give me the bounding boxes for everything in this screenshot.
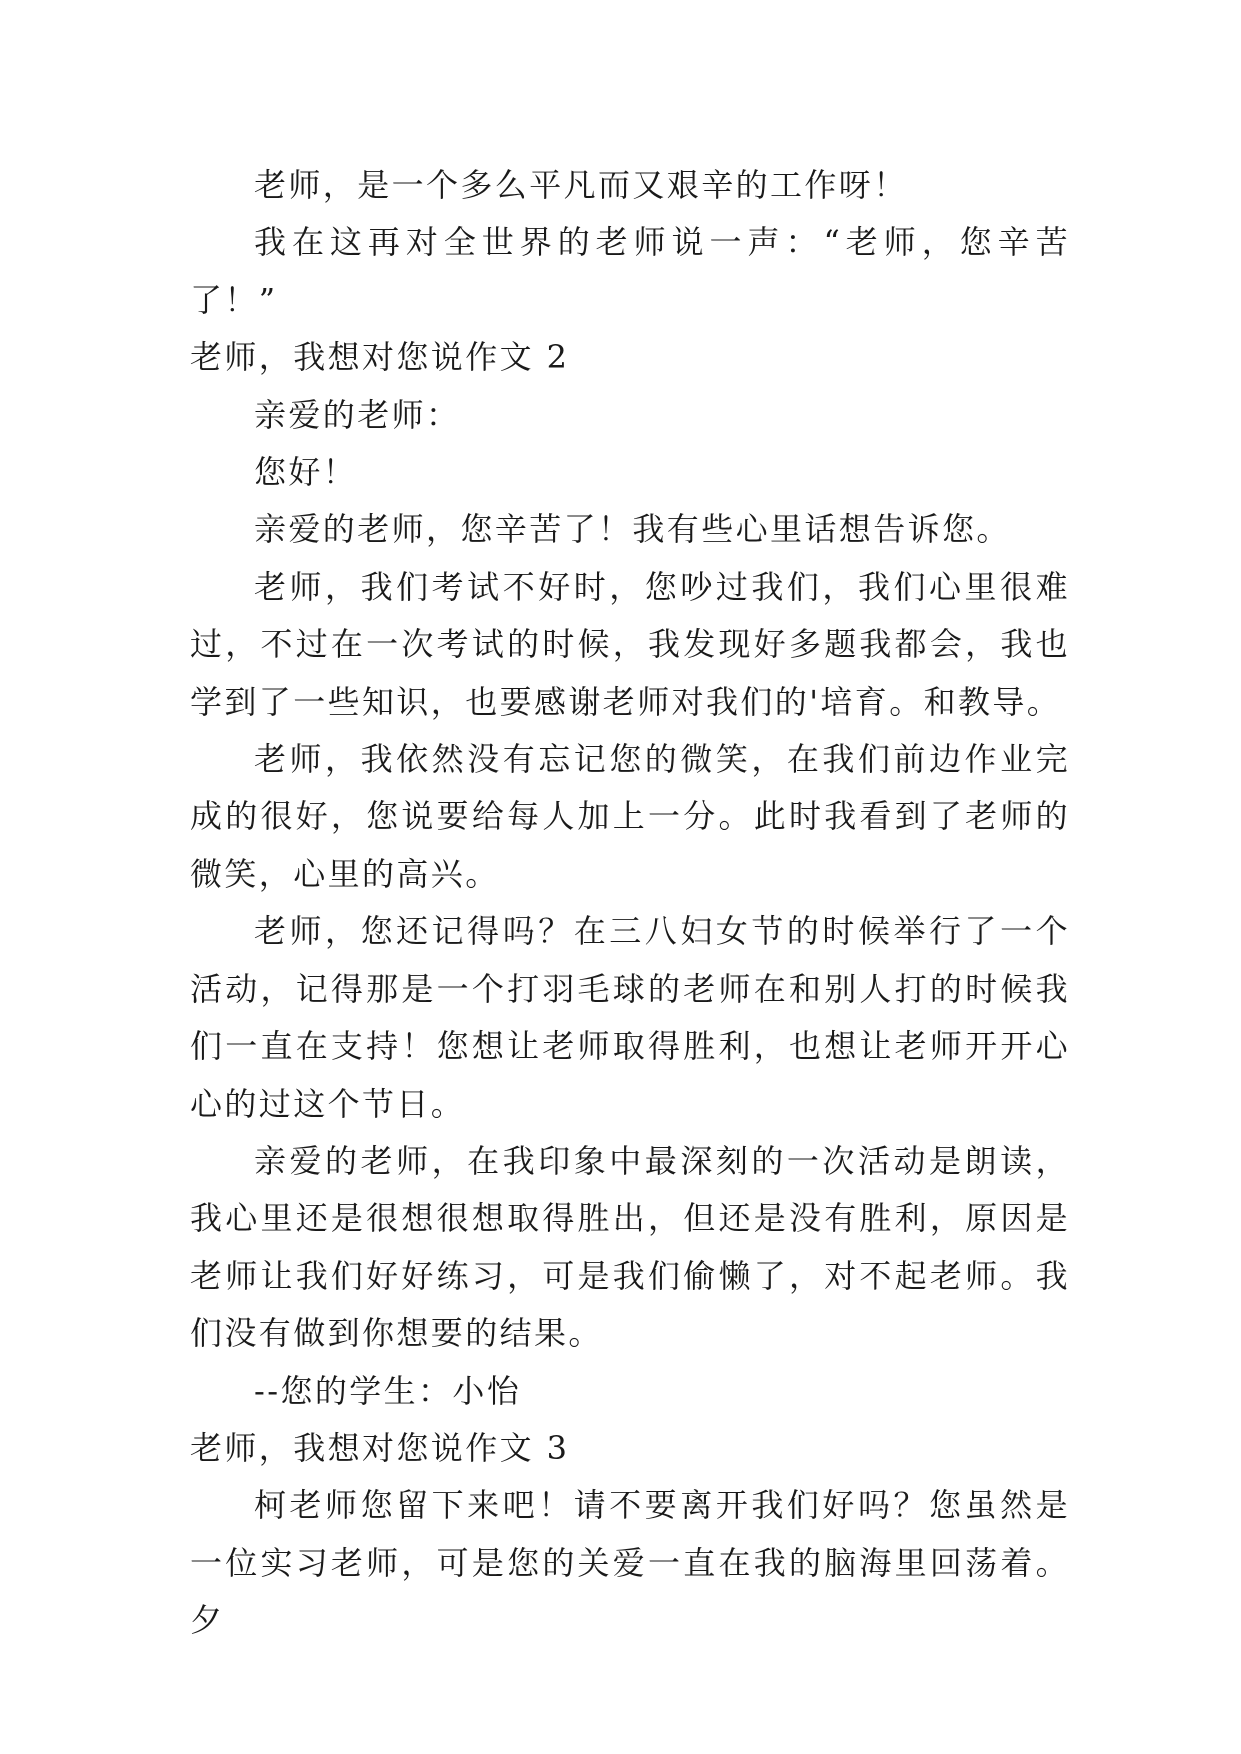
signature: --您的学生：小怡	[254, 1371, 522, 1410]
paragraph: 老师，我依然没有忘记您的微笑，在我们前边作业完成的很好，您说要给每人加上一分。此时我看到了老师的微笑，心里的高兴。	[190, 740, 1070, 893]
essay-title: 老师，我想对您说作文 2	[190, 338, 570, 377]
paragraph: 我在这再对全世界的老师说一声：“老师，您辛苦了！”	[190, 223, 1070, 319]
paragraph: 亲爱的老师，在我印象中最深刻的一次活动是朗读，我心里还是很想很想取得胜出，但还是没有胜利，原因是老师让我们好好练习，可是我们偷懒了，对不起老师。我们没有做到你想要的结果。	[190, 1141, 1070, 1353]
paragraph: 老师，我们考试不好时，您吵过我们，我们心里很难过，不过在一次考试的时候，我发现好多题我都会，我也学到了一些知识，也要感谢老师对我们的'培育。和教导。	[190, 567, 1070, 721]
document-body	[190, 157, 1070, 1650]
essay-title: 老师，我想对您说作文 3	[190, 1428, 570, 1467]
salutation: 亲爱的老师：	[254, 395, 461, 434]
paragraph: 老师，您还记得吗？在三八妇女节的时候举行了一个活动，记得那是一个打羽毛球的老师在和别人打的时候我们一直在支持！您想让老师取得胜利，也想让老师开开心心的过这个节日。	[190, 912, 1070, 1123]
paragraph: 柯老师您留下来吧！请不要离开我们好吗？您虽然是一位实习老师，可是您的关爱一直在我的脑海里回荡着。夕	[190, 1486, 1070, 1640]
greeting: 您好！	[254, 453, 358, 492]
paragraph: 亲爱的老师，您辛苦了！我有些心里话想告诉您。	[254, 510, 1011, 549]
paragraph: 老师，是一个多么平凡而又艰辛的工作呀！	[254, 166, 908, 204]
